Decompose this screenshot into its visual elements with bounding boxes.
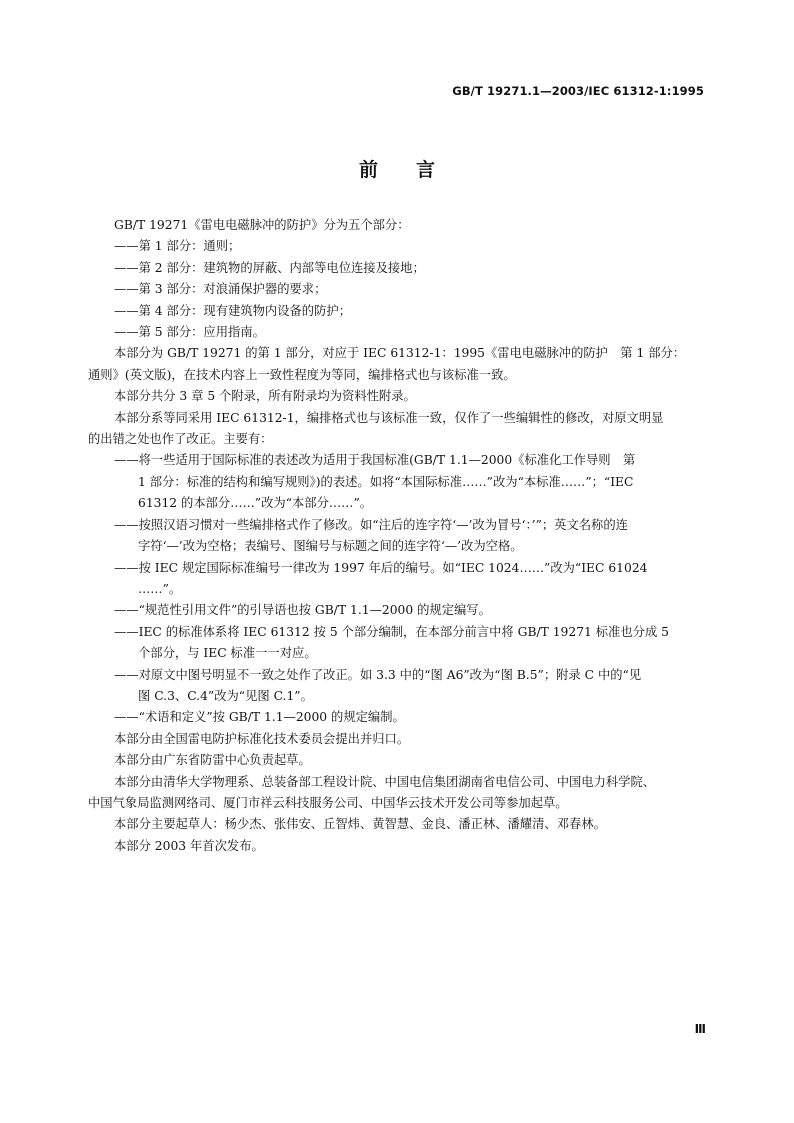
page-title bbox=[0, 155, 794, 182]
part-list-item-2: ——第 2 部分：建筑物的屏蔽、内部等电位连接及接地； bbox=[114, 260, 425, 275]
title-char-2: 言 bbox=[416, 159, 436, 181]
change-item-7: ——“术语和定义”按 GB/T 1.1—2000 的规定编制。 bbox=[114, 710, 405, 725]
participants-paragraph-line-1: 本部分由清华大学物理系、总装备部工程设计院、中国电信集团湖南省电信公司、中国电力科学院、 bbox=[114, 774, 656, 789]
change-item-3: ——按 IEC 规定国际标准编号一律改为 1997 年后的编号。如“IEC 1024……”改为“IEC 61024 ……”。 bbox=[114, 560, 648, 596]
adoption-paragraph-line-2: 的出错之处也作了改正。主要有： bbox=[88, 432, 273, 447]
change-item-6: ——对原文中图号明显不一致之处作了改正。如 3.3 中的“图 A6”改为“图 B.5”；附录 C 中的“见 图 C.3、C.4”改为“见图 C.1”。 bbox=[114, 667, 642, 703]
change-item-4: ——“规范性引用文件”的引导语也按 GB/T 1.1—2000 的规定编写。 bbox=[114, 603, 491, 618]
participants-paragraph-line-2: 中国气象局监测网络司、厦门市祥云科技服务公司、中国华云技术开发公司等参加起草。 bbox=[88, 795, 568, 810]
part-list-item-5: ——第 5 部分：应用指南。 bbox=[114, 325, 265, 340]
correspondence-paragraph-line-2: 通则》(英文版)，在技术内容上一致性程度为等同，编排格式也与该标准一致。 bbox=[88, 367, 516, 382]
body-text bbox=[88, 215, 706, 857]
correspondence-paragraph-line-1: 本部分为 GB/T 19271 的第 1 部分，对应于 IEC 61312-1：1995《雷电电磁脉冲的防护 第 1 部分： bbox=[114, 346, 686, 361]
adoption-paragraph-line-1: 本部分系等同采用 IEC 61312-1，编排格式也与该标准一致，仅作了一些编辑性的修改，对原文明显 bbox=[114, 410, 664, 425]
part-list-item-4: ——第 4 部分：现有建筑物内设备的防护； bbox=[114, 303, 351, 318]
title-char-1: 前 bbox=[358, 159, 378, 181]
structure-paragraph: 本部分共分 3 章 5 个附录，所有附录均为资料性附录。 bbox=[114, 389, 416, 404]
change-item-2: ——按照汉语习惯对一些编排格式作了修改。如“注后的连字符‘—’改为冒号‘：’”；英文名称的连 字符‘—’改为空格；表编号、图编号与标题之间的连字符‘—’改为空格。 bbox=[114, 517, 628, 554]
drafter-paragraph: 本部分由广东省防雷中心负责起草。 bbox=[114, 753, 311, 768]
authors-paragraph: 本部分主要起草人：杨少杰、张伟安、丘智炜、黄智慧、金良、潘正林、潘耀清、邓春林。 bbox=[114, 817, 606, 832]
change-item-5: ——IEC 的标准体系将 IEC 61312 按 5 个部分编制，在本部分前言中将 GB/T 19271 标准也分成 5 个部分，与 IEC 标准一一对应。 bbox=[114, 624, 669, 661]
release-paragraph: 本部分 2003 年首次发布。 bbox=[114, 838, 264, 853]
intro-paragraph: GB/T 19271《雷电电磁脉冲的防护》分为五个部分： bbox=[114, 218, 410, 232]
change-item-1: ——将一些适用于国际标准的表述改为适用于我国标准(GB/T 1.1—2000《标准化工作导则 第 1 部分：标准的结构和编写规则》)的表述。如将“本国际标准……”改为“本标准……”；“IEC 61312 的本部分……”改为“本部分……”。 bbox=[114, 453, 636, 511]
document-code: GB/T 19271.1—2003/IEC 61312-1:1995 bbox=[452, 84, 704, 98]
proposer-paragraph: 本部分由全国雷电防护标准化技术委员会提出并归口。 bbox=[114, 731, 410, 746]
page-number: Ⅲ bbox=[694, 1022, 706, 1036]
part-list-item-1: ——第 1 部分：通则； bbox=[114, 239, 241, 254]
part-list-item-3: ——第 3 部分：对浪涌保护器的要求； bbox=[114, 282, 327, 297]
